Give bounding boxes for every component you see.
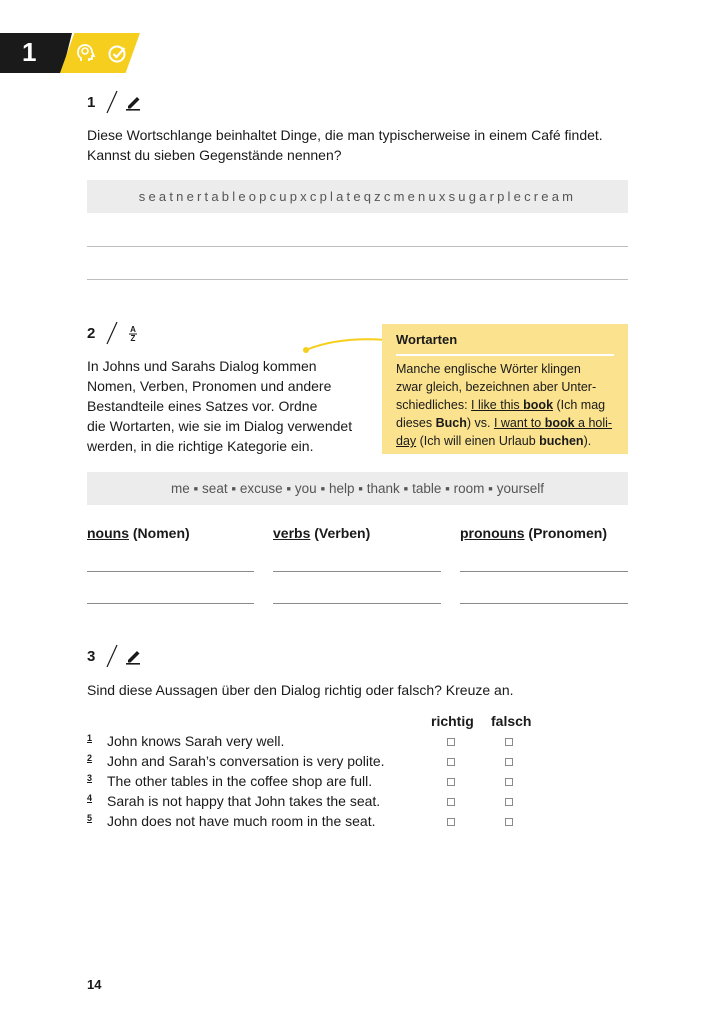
info-text: (Ich will einen Urlaub bbox=[416, 434, 540, 448]
answer-line-verbs[interactable] bbox=[273, 603, 441, 604]
checkbox-richtig[interactable] bbox=[447, 738, 455, 746]
info-text: I want to bbox=[493, 416, 545, 430]
word-snake: seatnertableopcupxcplateqzcmenuxsugarplecream bbox=[87, 180, 628, 213]
info-box-wortarten bbox=[382, 324, 628, 454]
info-keyword: book bbox=[523, 398, 554, 412]
instruction-line: werden, in die richtige Kategorie ein. bbox=[87, 438, 314, 454]
answer-line-pronouns[interactable] bbox=[460, 603, 628, 604]
info-text: a holi- bbox=[574, 416, 613, 430]
exercise-number: 2 bbox=[87, 324, 96, 342]
exercise-3-header bbox=[87, 644, 141, 668]
exercise-1-header bbox=[87, 90, 141, 114]
statement-row bbox=[87, 813, 527, 833]
statement-number: 2 bbox=[87, 753, 93, 763]
divider-slash bbox=[105, 90, 119, 114]
instruction-line: Nomen, Verben, Pronomen und andere bbox=[87, 378, 332, 394]
statement-number: 5 bbox=[87, 813, 93, 823]
info-box-title: Wortarten bbox=[396, 332, 458, 347]
info-connector bbox=[300, 330, 390, 360]
instruction-line: In Johns und Sarahs Dialog kommen bbox=[87, 358, 317, 374]
info-keyword: book bbox=[544, 416, 575, 430]
category-nouns bbox=[87, 525, 190, 541]
instruction-line: Bestandteile eines Satzes vor. Ordne bbox=[87, 398, 318, 414]
info-example-underlined: day bbox=[396, 434, 417, 448]
category-term: pronouns bbox=[460, 525, 525, 541]
info-keyword: Buch bbox=[435, 416, 467, 430]
statement-text: John knows Sarah very well. bbox=[107, 733, 285, 749]
exercise-2-header bbox=[87, 321, 141, 345]
checkbox-falsch[interactable] bbox=[505, 778, 513, 786]
exercise-number: 1 bbox=[87, 93, 96, 111]
category-pronouns bbox=[460, 525, 607, 541]
statement-text: Sarah is not happy that John takes the seat. bbox=[107, 793, 381, 809]
info-text: ). bbox=[583, 434, 592, 448]
info-line: Manche englische Wörter klingen bbox=[396, 362, 581, 376]
head-gear-icon bbox=[74, 41, 98, 65]
answer-line[interactable] bbox=[87, 246, 628, 247]
statement-text: John does not have much room in the seat. bbox=[107, 813, 376, 829]
info-text: schiedliches: bbox=[396, 398, 472, 412]
info-line bbox=[396, 432, 618, 450]
checkbox-richtig[interactable] bbox=[447, 818, 455, 826]
category-translation: (Pronomen) bbox=[524, 525, 607, 541]
info-keyword: buchen bbox=[539, 434, 584, 448]
info-example-underlined bbox=[494, 416, 612, 430]
category-translation: (Nomen) bbox=[129, 525, 190, 541]
info-example-underlined bbox=[471, 398, 553, 412]
checkbox-richtig[interactable] bbox=[447, 758, 455, 766]
answer-line[interactable] bbox=[87, 279, 628, 280]
svg-text:Z: Z bbox=[130, 334, 136, 342]
divider-slash bbox=[105, 321, 119, 345]
info-line bbox=[396, 414, 618, 432]
statement-number: 4 bbox=[87, 793, 93, 803]
page-number: 14 bbox=[87, 977, 102, 992]
exercise-2-instruction bbox=[87, 356, 352, 456]
statement-row bbox=[87, 753, 527, 773]
checkbox-falsch[interactable] bbox=[505, 738, 513, 746]
statement-number: 1 bbox=[87, 733, 93, 743]
instruction-line: die Wortarten, wie sie im Dialog verwendet bbox=[87, 418, 353, 434]
target-check-icon bbox=[106, 41, 130, 65]
word-bank: me ▪ seat ▪ excuse ▪ you ▪ help ▪ thank ▪ table ▪ room ▪ yourself bbox=[87, 472, 628, 505]
category-term: nouns bbox=[87, 525, 129, 541]
answer-line-verbs[interactable] bbox=[273, 571, 441, 572]
info-text: I like this bbox=[471, 398, 524, 412]
a-z-sort-icon bbox=[125, 324, 141, 342]
checkbox-richtig[interactable] bbox=[447, 798, 455, 806]
answer-line-nouns[interactable] bbox=[87, 603, 254, 604]
column-header-richtig: richtig bbox=[431, 713, 474, 729]
statement-row bbox=[87, 793, 527, 813]
category-term: verbs bbox=[273, 525, 311, 541]
column-header-falsch: falsch bbox=[491, 713, 532, 729]
unit-number: 1 bbox=[22, 37, 37, 67]
instruction-line: Diese Wortschlange beinhaltet Dinge, die man typischerweise in einem Café findet. bbox=[87, 127, 603, 143]
info-box-body bbox=[396, 360, 618, 450]
answer-line-pronouns[interactable] bbox=[460, 571, 628, 572]
checkbox-falsch[interactable] bbox=[505, 818, 513, 826]
svg-text:A: A bbox=[130, 325, 136, 334]
category-translation: (Verben) bbox=[310, 525, 371, 541]
statement-text: John and Sarah’s conversation is very polite. bbox=[107, 753, 385, 769]
pencil-icon bbox=[125, 647, 141, 665]
info-text: ) vs. bbox=[466, 416, 494, 430]
checkbox-falsch[interactable] bbox=[505, 798, 513, 806]
unit-banner bbox=[0, 33, 140, 73]
statement-text: The other tables in the coffee shop are full. bbox=[107, 773, 373, 789]
category-verbs bbox=[273, 525, 370, 541]
checkbox-falsch[interactable] bbox=[505, 758, 513, 766]
checkbox-richtig[interactable] bbox=[447, 778, 455, 786]
instruction-line: Kannst du sieben Gegenstände nennen? bbox=[87, 147, 342, 163]
answer-line-nouns[interactable] bbox=[87, 571, 254, 572]
info-line: zwar gleich, bezeichnen aber Unter- bbox=[396, 380, 597, 394]
exercise-3-instruction: Sind diese Aussagen über den Dialog richtig oder falsch? Kreuze an. bbox=[87, 682, 514, 698]
exercise-number: 3 bbox=[87, 647, 96, 665]
statement-row bbox=[87, 733, 527, 753]
statement-number: 3 bbox=[87, 773, 93, 783]
exercise-1-instruction bbox=[87, 125, 603, 165]
info-text: (Ich mag bbox=[553, 398, 606, 412]
info-line bbox=[396, 396, 618, 414]
info-text: dieses bbox=[396, 416, 436, 430]
statement-row bbox=[87, 773, 527, 793]
pencil-icon bbox=[125, 93, 141, 111]
divider-slash bbox=[105, 644, 119, 668]
info-box-divider bbox=[396, 354, 614, 356]
